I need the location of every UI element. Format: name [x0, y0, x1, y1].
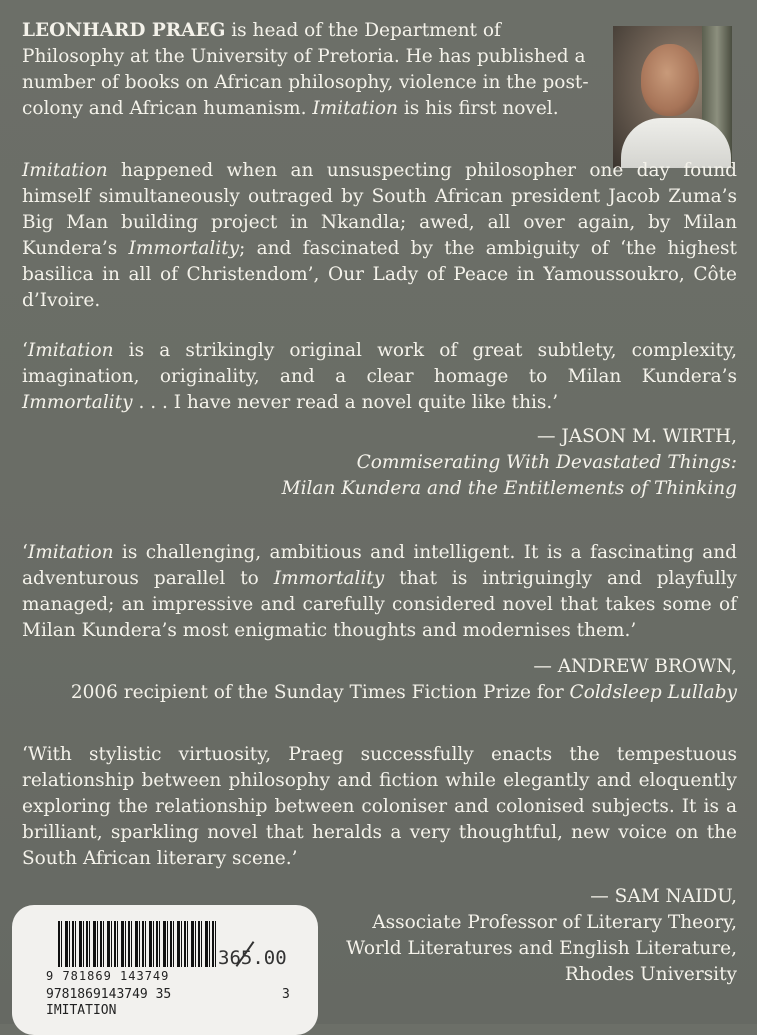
blurb-quote-1: ‘Imitation is a strikingly original work of great subtlety, complexity, imagination, originality, and a clear homage to Milan Kundera’s Immortality . . . I have never read a novel quite like this.’ — [22, 340, 737, 413]
blurb-attribution-3: — SAM NAIDU, Associate Professor of Literary Theory, World Literatures and English Literature, Rhodes University — [346, 886, 737, 985]
price-label: 365.00 — [218, 947, 287, 969]
isbn-line: 9781869143749 35 — [46, 987, 172, 1002]
blurb-author-3: — SAM NAIDU, — [590, 886, 737, 907]
barcode-digits: 9 781869 143749 — [46, 969, 170, 983]
sticker-qty: 3 — [282, 987, 290, 1002]
author-photo — [613, 26, 732, 168]
blurb-author-2: — ANDREW BROWN, — [533, 656, 737, 677]
blurb-quote-2: ‘Imitation is challenging, ambitious and intelligent. It is a fascinating and adventurous parallel to Immortality that is intriguingly and playfully managed; an impressive and carefully considered novel that takes some of Milan Kundera’s most enigmatic thoughts and modernises them.’ — [22, 542, 737, 641]
sticker-title: IMITATION — [46, 1003, 117, 1018]
book-intro: Imitation happened when an unsuspecting philosopher one day found himself simultaneously outraged by South African president Jacob Zuma’s Big Man building project in Nkandla; awed, all over again, by Milan Kundera’s Immortality; and fascinated by the ambiguity of ‘the highest basilica in all of Christendom’, Our Lady of Peace in Yamoussoukro, Côte d’Ivoire. — [22, 160, 737, 311]
blurb-attribution-1: — JASON M. WIRTH, Commiserating With Devastated Things: Milan Kundera and the Entitlements of Thinking — [281, 426, 737, 499]
blurb-author-1: — JASON M. WIRTH, — [536, 426, 737, 447]
blurb-attribution-2: — ANDREW BROWN, 2006 recipient of the Sunday Times Fiction Prize for Coldsleep Lullaby — [70, 656, 737, 703]
blurb-quote-3: ‘With stylistic virtuosity, Praeg successfully enacts the tempestuous relationship between philosophy and fiction while elegantly and eloquently exploring the relationship between coloniser and colonised subjects. It is a brilliant, sparkling novel that heralds a very thoughtful, new voice on the South African literary scene.’ — [22, 744, 737, 869]
barcode — [58, 921, 218, 967]
author-name: LEONHARD PRAEG — [22, 20, 226, 41]
price-sticker — [12, 905, 318, 1035]
author-bio: LEONHARD PRAEG is head of the Department of Philosophy at the University of Pretoria. He has published a number of books on African philosophy, violence in the post-colony and African humanism. Imitation is his first novel. — [22, 20, 589, 119]
